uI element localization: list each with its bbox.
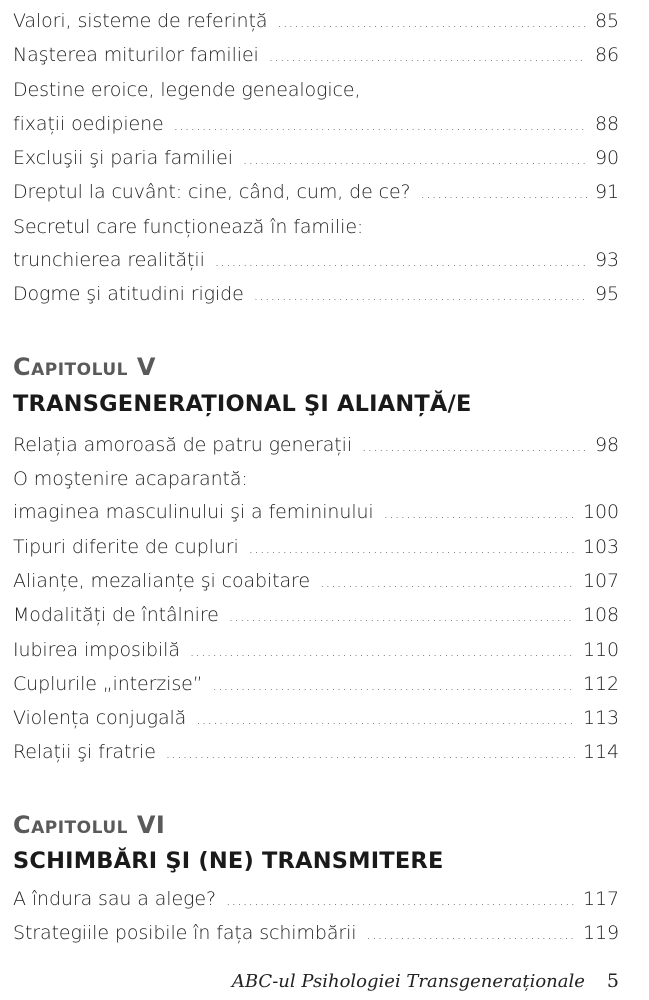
toc-entry-title: Excluşii şi paria familiei bbox=[13, 147, 233, 169]
toc-entry-page: 119 bbox=[583, 922, 619, 944]
toc-entry-title: Dogme şi atitudini rigide bbox=[13, 283, 244, 305]
toc-entry[interactable] bbox=[13, 532, 619, 562]
dot-leader bbox=[362, 432, 587, 462]
toc-entry[interactable] bbox=[13, 566, 619, 596]
toc-entry-title: trunchierea realității bbox=[13, 249, 205, 271]
toc-entry-page: 90 bbox=[595, 147, 619, 169]
toc-entry[interactable] bbox=[13, 884, 619, 914]
toc-entry-page: 95 bbox=[595, 283, 619, 305]
toc-entry-page: 112 bbox=[583, 673, 619, 695]
dot-leader bbox=[277, 8, 587, 38]
toc-entry[interactable] bbox=[13, 918, 619, 948]
toc-entry-title: O moştenire acaparantă: bbox=[13, 468, 248, 490]
toc-entry-page: 113 bbox=[583, 707, 619, 729]
dot-leader bbox=[174, 111, 587, 141]
toc-entry-page: 108 bbox=[583, 604, 619, 626]
toc-entry[interactable] bbox=[13, 143, 619, 173]
page-footer bbox=[232, 970, 619, 992]
toc-entry-title: Iubirea imposibilă bbox=[13, 639, 180, 661]
toc-entry[interactable] bbox=[13, 635, 619, 665]
toc-entry-title: Dreptul la cuvânt: cine, când, cum, de ce? bbox=[13, 181, 411, 203]
dot-leader bbox=[366, 920, 575, 950]
toc-entry-title: Relații şi fratrie bbox=[13, 741, 156, 763]
toc-entry-page: 110 bbox=[583, 639, 619, 661]
toc-entry-title: Tipuri diferite de cupluri bbox=[13, 536, 239, 558]
dot-leader bbox=[215, 247, 587, 277]
toc-entry-title: Modalități de întâlnire bbox=[13, 604, 219, 626]
toc-entry[interactable] bbox=[13, 245, 619, 275]
toc-entry-title: Naşterea miturilor familiei bbox=[13, 44, 259, 66]
toc-entry-title: Strategiile posibile în fața schimbării bbox=[13, 922, 357, 944]
toc-entry-page: 98 bbox=[595, 434, 619, 456]
dot-leader bbox=[229, 602, 575, 632]
toc-entry-title: Valori, sisteme de referință bbox=[13, 10, 268, 32]
toc-entry-title: fixații oedipiene bbox=[13, 113, 164, 135]
running-title: ABC-ul Psihologiei Transgeneraționale bbox=[231, 971, 585, 992]
toc-entry-page: 91 bbox=[595, 181, 619, 203]
chapter-label: Capitolul V bbox=[13, 353, 156, 381]
toc-entry-title: Relația amoroasă de patru generații bbox=[13, 434, 353, 456]
dot-leader bbox=[421, 179, 587, 209]
dot-leader bbox=[320, 568, 575, 598]
toc-entry-title: Destine eroice, legende genealogice, bbox=[13, 79, 361, 101]
dot-leader bbox=[384, 499, 575, 529]
toc-entry[interactable] bbox=[13, 737, 619, 767]
chapter-title[interactable]: SCHIMBĂRI ŞI (NE) TRANSMITERE bbox=[13, 848, 444, 874]
chapter-title[interactable]: TRANSGENERAȚIONAL ŞI ALIANȚĂ/E bbox=[13, 391, 472, 417]
toc-entry[interactable] bbox=[13, 40, 619, 70]
page-number: 5 bbox=[606, 970, 619, 992]
dot-leader bbox=[196, 705, 575, 735]
toc-entry-line1[interactable] bbox=[13, 212, 619, 242]
toc-entry[interactable] bbox=[13, 497, 619, 527]
toc-entry-title: Secretul care funcționează în familie: bbox=[13, 216, 364, 238]
toc-entry-title: Alianțe, mezalianțe şi coabitare bbox=[13, 570, 310, 592]
toc-entry[interactable] bbox=[13, 703, 619, 733]
toc-entry[interactable] bbox=[13, 6, 619, 36]
dot-leader bbox=[249, 534, 575, 564]
toc-entry-page: 85 bbox=[595, 10, 619, 32]
toc-entry-page: 107 bbox=[583, 570, 619, 592]
dot-leader bbox=[243, 145, 587, 175]
toc-entry-page: 103 bbox=[583, 536, 619, 558]
dot-leader bbox=[190, 637, 575, 667]
toc-entry-title: A îndura sau a alege? bbox=[13, 888, 216, 910]
dot-leader bbox=[269, 42, 587, 72]
toc-entry[interactable] bbox=[13, 279, 619, 309]
toc-entry[interactable] bbox=[13, 430, 619, 460]
toc-entry-page: 114 bbox=[583, 741, 619, 763]
dot-leader bbox=[226, 886, 575, 916]
toc-entry[interactable] bbox=[13, 109, 619, 139]
toc-entry[interactable] bbox=[13, 669, 619, 699]
toc-entry-page: 86 bbox=[595, 44, 619, 66]
toc-entry[interactable] bbox=[13, 177, 619, 207]
toc-entry-line1[interactable] bbox=[13, 464, 619, 494]
dot-leader bbox=[166, 739, 575, 769]
dot-leader bbox=[254, 281, 587, 311]
toc-entry[interactable] bbox=[13, 600, 619, 630]
chapter-label: Capitolul VI bbox=[13, 811, 166, 839]
toc-entry-page: 100 bbox=[583, 501, 619, 523]
toc-entry-page: 117 bbox=[583, 888, 619, 910]
toc-entry-line1[interactable] bbox=[13, 75, 619, 105]
toc-entry-page: 88 bbox=[595, 113, 619, 135]
toc-entry-title: imaginea masculinului şi a femininului bbox=[13, 501, 374, 523]
toc-entry-title: Violența conjugală bbox=[13, 707, 187, 729]
dot-leader bbox=[213, 671, 576, 701]
toc-entry-page: 93 bbox=[595, 249, 619, 271]
toc-entry-title: Cuplurile „interzise” bbox=[13, 673, 203, 695]
